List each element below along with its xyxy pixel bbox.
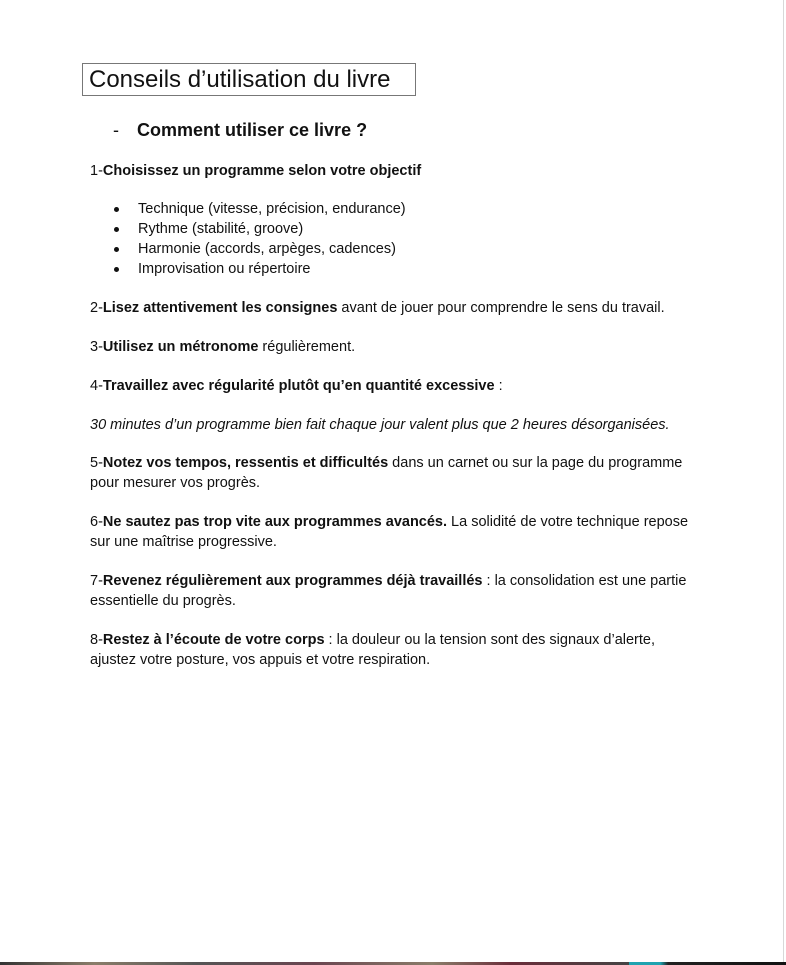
bullet-icon (114, 207, 119, 212)
list-item (112, 239, 406, 259)
list-item-text: Harmonie (accords, arpèges, cadences) (138, 241, 396, 257)
tip-7 (90, 571, 700, 611)
tip-4 (90, 376, 700, 396)
tip-number: 3- (90, 339, 103, 355)
bullet-icon (114, 247, 119, 252)
tip-1 (90, 161, 700, 181)
tip-text: La solidité de votre technique repose sur une maîtrise progressive. (90, 514, 689, 550)
tip-text: régulièrement. (258, 339, 356, 355)
list-item-text: Technique (vitesse, précision, endurance) (138, 201, 406, 217)
tip-bold: Revenez régulièrement aux programmes déjà travaillés (102, 573, 483, 589)
tip-text: : la consolidation est une partie essentielle du progrès. (90, 573, 687, 609)
tip-5 (90, 453, 700, 493)
bullet-icon (114, 227, 119, 232)
tip-bold: Notez vos tempos, ressentis et difficultés (102, 455, 389, 471)
dash-marker: - (113, 120, 119, 140)
tip-bold: Lisez attentivement les consignes (102, 300, 338, 316)
tip-number: 1- (90, 163, 103, 179)
tip-text: : la douleur ou la tension sont des signaux d’alerte, ajustez votre posture, vos appuis et votre respiration. (90, 632, 656, 668)
tip-number: 2- (90, 300, 103, 316)
section-heading (113, 118, 367, 142)
tip-3 (90, 337, 700, 357)
tip-text: dans un carnet ou sur la page du programme pour mesurer vos progrès. (90, 455, 683, 491)
tip-number: 6- (90, 514, 103, 530)
page-title: Conseils d’utilisation du livre (89, 66, 391, 93)
tip-number: 8- (90, 632, 103, 648)
tip-number: 7- (90, 573, 103, 589)
tip-text: : (494, 378, 503, 394)
list-item-text: Rythme (stabilité, groove) (138, 221, 304, 237)
tip-number: 5- (90, 455, 103, 471)
tip-bold: Travaillez avec régularité plutôt qu’en quantité excessive (102, 378, 495, 394)
tip-8 (90, 630, 700, 670)
tip-text: avant de jouer pour comprendre le sens du travail. (337, 300, 665, 316)
tip-2 (90, 298, 700, 318)
tip-bold: Utilisez un métronome (102, 339, 259, 355)
bullet-icon (114, 267, 119, 272)
list-item (112, 259, 406, 279)
tip-6 (90, 512, 700, 552)
tip-bold: Ne sautez pas trop vite aux programmes avancés. (102, 514, 448, 530)
list-item (112, 199, 406, 219)
tip-bold: Choisissez un programme selon votre objectif (102, 163, 422, 179)
tip-bold: Restez à l’écoute de votre corps (102, 632, 325, 648)
tip-number: 4- (90, 378, 103, 394)
section-heading-text: Comment utiliser ce livre ? (137, 120, 368, 140)
objective-list (112, 199, 406, 279)
list-item (112, 219, 406, 239)
list-item-text: Improvisation ou répertoire (138, 261, 311, 277)
quote: 30 minutes d’un programme bien fait chaque jour valent plus que 2 heures désorganisées. (90, 417, 670, 433)
